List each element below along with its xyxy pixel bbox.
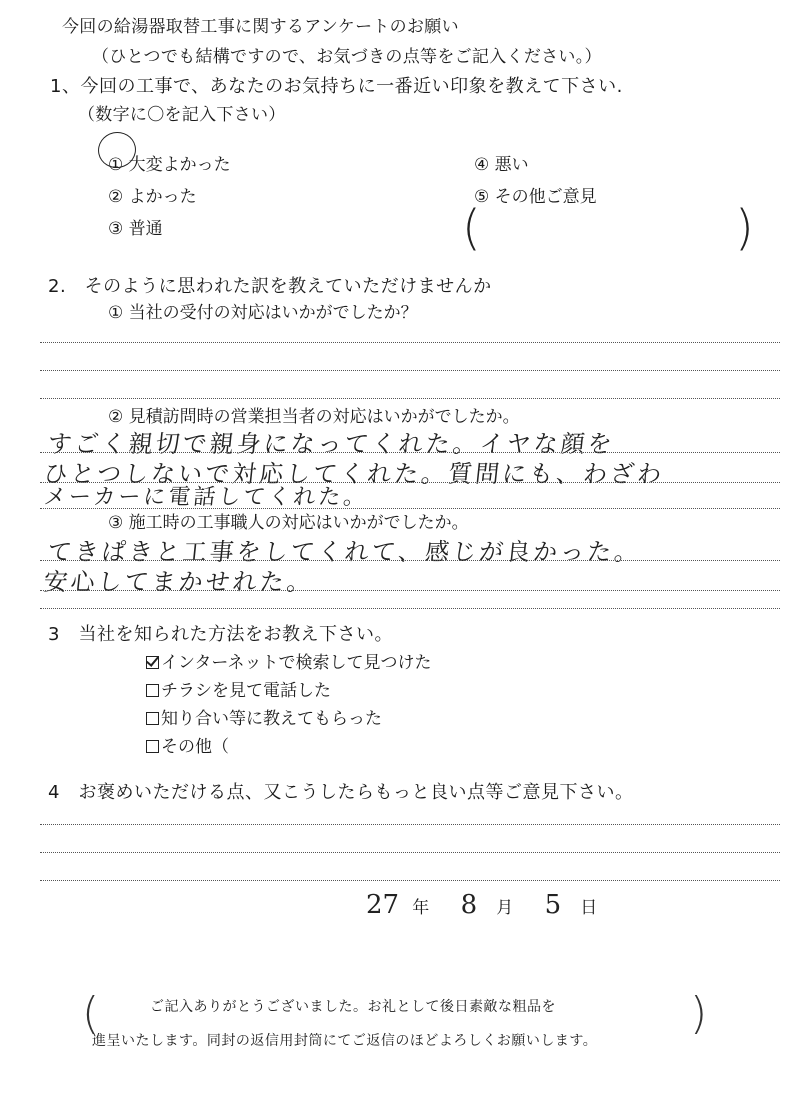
q3-heading: 3 当社を知られた方法をお教え下さい。 <box>48 624 393 645</box>
date-year-unit: 年 <box>412 898 430 918</box>
q2-sub2-handwriting-line-3: メーカーに電話してくれた。 <box>42 485 370 510</box>
date-day: 5 <box>544 890 562 920</box>
footer-close-bracket: ) <box>690 988 708 1039</box>
q3-option-internet[interactable]: インターネットで検索して見つけた <box>146 648 431 673</box>
q2-sub3-handwriting-line-2: 安心してまかせれた。 <box>42 568 316 596</box>
q2-sub1-answer-line-2[interactable] <box>40 370 780 371</box>
footer-line-1: ご記入ありがとうございました。お礼として後日素敵な粗品を <box>150 999 556 1015</box>
q2-heading: 2. そのように思われた訳を教えていただけませんか <box>48 276 492 297</box>
date-month: 8 <box>460 890 478 920</box>
q1-option-3[interactable]: ③ 普通 <box>108 219 163 239</box>
checkbox-icon[interactable] <box>146 684 159 697</box>
q2-sub2-handwriting-line-1: すごく親切で親身になってくれた。イヤな顔を <box>46 430 617 458</box>
q4-answer-line-1[interactable] <box>40 824 780 825</box>
q2-sub3-handwriting-line-1: てきぱきと工事をしてくれて、感じが良かった。 <box>46 538 643 566</box>
q2-sub1-answer-line-3[interactable] <box>40 398 780 399</box>
date-field[interactable] <box>366 890 598 920</box>
q3-option-flyer[interactable]: チラシを見て電話した <box>146 676 331 701</box>
q1-option-2[interactable]: ② よかった <box>108 187 197 207</box>
q4-answer-line-2[interactable] <box>40 852 780 853</box>
q1-option-4[interactable]: ④ 悪い <box>474 155 529 175</box>
q1-other-close-paren: ) <box>735 200 754 256</box>
date-year: 27 <box>366 890 400 920</box>
footer-open-bracket: ( <box>82 988 100 1039</box>
date-month-unit: 月 <box>496 898 514 918</box>
q2-sub3-label: ③ 施工時の工事職人の対応はいかがでしたか。 <box>108 513 469 533</box>
q2-sub3-answer-line-2[interactable] <box>40 590 780 591</box>
q1-other-open-paren: ( <box>462 200 481 256</box>
checkbox-icon[interactable] <box>146 712 159 725</box>
q1-option-1[interactable]: ① 大変よかった <box>108 155 231 175</box>
survey-title: 今回の給湯器取替工事に関するアンケートのお願い <box>62 17 459 37</box>
date-day-unit: 日 <box>580 898 598 918</box>
q2-sub2-label: ② 見積訪問時の営業担当者の対応はいかがでしたか。 <box>108 407 520 427</box>
q2-sub2-handwriting-line-2: ひとつしないで対応してくれた。質問にも、わざわ <box>42 460 666 488</box>
q4-heading: 4 お褒めいただける点、又こうしたらもっと良い点等ご意見下さい。 <box>48 782 634 803</box>
q2-sub1-label: ① 当社の受付の対応はいかがでしたか？ <box>108 303 418 323</box>
q4-answer-line-3[interactable] <box>40 880 780 881</box>
footer-line-2: 進呈いたします。同封の返信用封筒にてご返信のほどよろしくお願いします。 <box>92 1033 598 1049</box>
q2-sub3-answer-line-1[interactable] <box>40 560 780 561</box>
q2-sub2-answer-line-1[interactable] <box>40 452 780 453</box>
q1-option-5[interactable]: ⑤ その他ご意見 <box>474 187 597 207</box>
q1-heading: 1、今回の工事で、あなたのお気持ちに一番近い印象を教えて下さい. <box>50 76 623 97</box>
q3-option-referral[interactable]: 知り合い等に教えてもらった <box>146 704 382 729</box>
checkbox-checked-icon[interactable] <box>146 656 159 669</box>
q2-sub3-answer-line-3[interactable] <box>40 608 780 609</box>
q3-option-other[interactable]: その他（ <box>146 732 229 757</box>
survey-subtitle: （ひとつでも結構ですので、お気づきの点等をご記入ください。） <box>92 47 602 67</box>
q2-sub1-answer-line-1[interactable] <box>40 342 780 343</box>
checkbox-icon[interactable] <box>146 740 159 753</box>
q1-instruction: （数字に〇を記入下さい） <box>78 105 286 125</box>
